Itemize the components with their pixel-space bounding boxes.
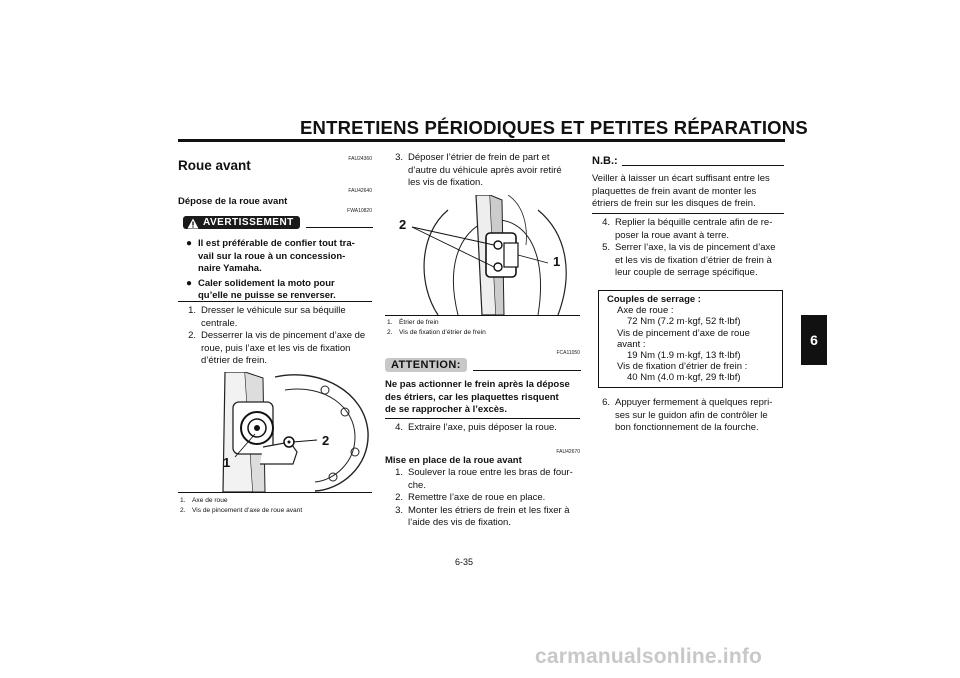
step-number: 2. — [395, 492, 403, 504]
step-line: les vis de fixation. — [408, 177, 483, 189]
ref-code: FCA11050 — [556, 350, 580, 356]
torque-line: Vis de fixation d’étrier de frein : — [617, 361, 748, 373]
caption-number: 1. — [387, 319, 393, 326]
divider — [306, 227, 373, 228]
steps-list — [592, 217, 788, 280]
warning-line: naire Yamaha. — [198, 263, 262, 275]
attention-text — [385, 379, 581, 417]
caption — [180, 506, 374, 516]
torque-line: Axe de roue : — [617, 305, 674, 317]
divider — [592, 213, 784, 214]
nb-label: N.B.: — [592, 155, 618, 167]
attention-line: des étriers, car les plaquettes risquent — [385, 391, 559, 403]
nb-line: Veiller à laisser un écart suffisant entre les — [592, 173, 770, 184]
attention-line: de se rapprocher à l’excès. — [385, 404, 507, 416]
step-item — [592, 217, 788, 242]
warning-badge — [183, 216, 300, 229]
step-number: 6. — [602, 397, 610, 408]
figure-captions — [180, 496, 374, 516]
step-line: che. — [408, 479, 426, 491]
caption — [387, 328, 581, 338]
step-number: 3. — [395, 152, 403, 163]
warning-triangle-icon — [187, 218, 199, 229]
step-line: bon fonctionnement de la fourche. — [615, 422, 759, 434]
step-number: 5. — [602, 242, 610, 254]
torque-value: 72 Nm (7.2 m·kgf, 52 ft·lbf) — [627, 316, 741, 328]
torque-line: avant : — [617, 338, 646, 350]
ref-code: FAU24360 — [348, 156, 372, 162]
divider — [622, 165, 784, 166]
attention-badge: ATTENTION: — [385, 358, 467, 372]
warning-list — [186, 238, 372, 303]
figure-callout: 1 — [553, 254, 561, 269]
title-rule — [178, 139, 785, 142]
step-number: 3. — [395, 504, 403, 516]
caption — [180, 496, 374, 506]
step-number: 4. — [602, 217, 610, 228]
step-line: Soulever la roue entre les bras de four- — [408, 467, 573, 478]
caption-text: Vis de pincement d’axe de roue avant — [192, 507, 303, 514]
warning-line: Il est préférable de confier tout tra- — [198, 238, 355, 249]
step-item — [385, 505, 581, 530]
step-line: Dresser le véhicule sur sa béquille — [201, 305, 346, 316]
step-item — [385, 492, 581, 505]
divider — [178, 492, 372, 493]
step-line: poser la roue avant à terre. — [615, 229, 730, 241]
attention-line: Ne pas actionner le frein après la dépose — [385, 379, 570, 390]
warning-line: vail sur la roue à un concession- — [198, 250, 346, 262]
ref-code: FAU42670 — [556, 449, 580, 455]
step-line: roue, puis l’axe et les vis de fixation — [201, 342, 351, 354]
subsection-heading: Dépose de la roue avant — [178, 196, 288, 207]
step-line: d’autre du véhicule après avoir retiré — [408, 164, 562, 176]
nb-line: étriers de frein sur les disques de frein. — [592, 198, 756, 210]
step-4 — [385, 422, 581, 435]
step-item — [592, 397, 788, 435]
step-number: 4. — [395, 422, 403, 433]
step-line: Desserrer la vis de pincement d’axe de — [201, 330, 366, 342]
mount-steps — [385, 467, 581, 530]
caption-number: 2. — [387, 329, 393, 336]
step-line: et les vis de fixation d’étrier de frein à — [615, 254, 772, 266]
step-number: 1. — [188, 305, 196, 316]
step-line: Appuyer fermement à quelques repri- — [615, 397, 773, 408]
step-item — [592, 242, 788, 280]
step-line: ses sur le guidon afin de contrôler le — [615, 409, 768, 421]
step-3 — [385, 152, 581, 190]
step-item — [178, 330, 374, 368]
chapter-tab: 6 — [801, 315, 827, 365]
caption-text: Étrier de frein — [399, 319, 439, 326]
caption-number: 1. — [180, 497, 186, 504]
step-line: d’étrier de frein. — [201, 355, 268, 367]
brake-caliper-figure — [398, 195, 578, 315]
figure-callout: 2 — [399, 217, 407, 232]
step-line: Replier la béquille centrale afin de re- — [615, 217, 773, 228]
torque-spec-box — [598, 290, 783, 388]
divider — [385, 418, 580, 419]
torque-value: 40 Nm (4.0 m·kgf, 29 ft·lbf) — [627, 372, 741, 384]
warning-line: qu’elle ne puisse se renverser. — [198, 290, 336, 302]
step-item — [385, 422, 581, 435]
step-item — [178, 305, 374, 330]
nb-header — [592, 155, 784, 167]
warning-line: Caler solidement la moto pour — [198, 277, 335, 289]
figure-captions — [387, 318, 581, 338]
caption-text: Axe de roue — [192, 497, 228, 504]
subsection-heading: Mise en place de la roue avant — [385, 455, 522, 466]
figure-callout: 1 — [223, 455, 231, 470]
divider — [473, 370, 581, 371]
step-line: Extraire l’axe, puis déposer la roue. — [408, 422, 557, 433]
torque-line: Vis de pincement d’axe de roue — [617, 327, 750, 339]
step-6 — [592, 397, 788, 435]
warning-header — [183, 216, 373, 229]
bullet-icon: ● — [186, 277, 193, 289]
attention-header — [385, 358, 581, 372]
step-item — [385, 152, 581, 190]
torque-value: 19 Nm (1.9 m·kgf, 13 ft·lbf) — [627, 350, 741, 362]
caption-number: 2. — [180, 507, 186, 514]
section-heading: Roue avant — [178, 158, 251, 173]
nb-text — [592, 173, 786, 211]
warning-item — [186, 238, 372, 276]
step-number: 2. — [188, 330, 196, 342]
figure-callout: 2 — [322, 433, 330, 448]
caption-text: Vis de fixation d’étrier de frein — [399, 329, 486, 336]
step-number: 1. — [395, 467, 403, 478]
divider — [178, 301, 372, 302]
divider — [385, 315, 580, 316]
step-line: Remettre l’axe de roue en place. — [408, 492, 546, 504]
ref-code: FAU42640 — [348, 188, 372, 194]
step-line: centrale. — [201, 317, 238, 329]
caption — [387, 318, 581, 328]
bullet-icon: ● — [186, 238, 193, 249]
step-line: Déposer l’étrier de frein de part et — [408, 152, 550, 163]
step-line: leur couple de serrage spécifique. — [615, 267, 758, 279]
step-item — [385, 467, 581, 492]
warning-label: AVERTISSEMENT — [203, 217, 294, 228]
step-line: l’aide des vis de fixation. — [408, 517, 511, 529]
page-title: ENTRETIENS PÉRIODIQUES ET PETITES RÉPARATIONS — [300, 117, 808, 138]
nb-line: plaquettes de frein avant de monter les — [592, 185, 757, 197]
step-line: Monter les étriers de frein et les fixer à — [408, 504, 570, 516]
step-line: Serrer l’axe, la vis de pincement d’axe — [615, 242, 776, 254]
wheel-axle-figure — [205, 372, 370, 492]
torque-title: Couples de serrage : — [607, 294, 701, 305]
warning-item — [186, 278, 372, 303]
steps-list — [178, 305, 374, 368]
page-number: 6-35 — [455, 557, 474, 567]
watermark: carmanualsonline.info — [535, 645, 763, 668]
ref-code: FWA10820 — [347, 208, 372, 214]
